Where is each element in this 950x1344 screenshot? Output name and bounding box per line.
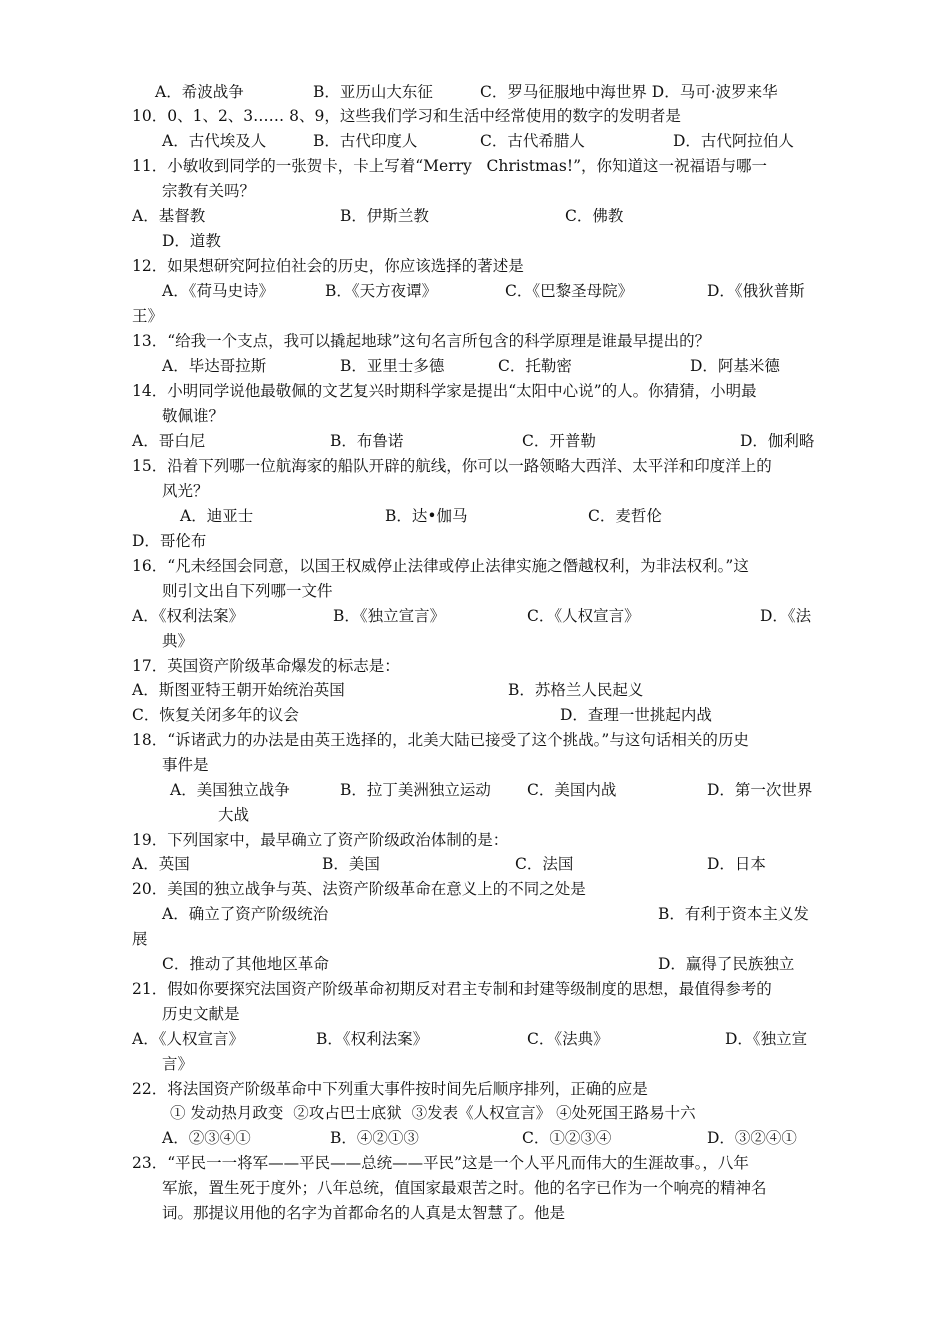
- text-line: A．《人权宣言》: [132, 1030, 244, 1048]
- option-text: B．④②①③: [330, 1129, 419, 1147]
- text-line: 11．小敏收到同学的一张贺卡，卡上写着“Merry Christmas!”，你知道这一祝福语与哪一: [132, 157, 767, 175]
- text-line: 大战: [218, 806, 250, 824]
- text-line: 12．如果想研究阿拉伯社会的历史，你应该选择的著述是: [132, 257, 524, 275]
- text-line: 18．“诉诸武力的办法是由英王选择的，北美大陆已接受了这个挑战。”与这句话相关的历史: [132, 731, 749, 749]
- text-line: 21．假如你要探究法国资产阶级革命初期反对君主专制和封建等级制度的思想，最值得参考的: [132, 980, 772, 998]
- option-text: D．赢得了民族独立: [658, 955, 795, 973]
- text-line: 军旅，置生死于度外；八年总统，值国家最艰苦之时。他的名字已作为一个响亮的精神名: [162, 1179, 767, 1197]
- text-line: C．恢复关闭多年的议会: [132, 706, 299, 724]
- option-text: D．③②④①: [707, 1129, 797, 1147]
- option-text: C．①②③④: [522, 1129, 612, 1147]
- text-line: 历史文献是: [162, 1005, 240, 1023]
- text-line: 典》: [162, 632, 194, 650]
- option-text: C．《法典》: [527, 1030, 609, 1048]
- option-text: B．亚历山大东征: [313, 83, 433, 101]
- option-text: D．《独立宣: [725, 1030, 808, 1048]
- text-line: A．确立了资产阶级统治: [162, 905, 329, 923]
- option-text: B．拉丁美洲独立运动: [340, 781, 491, 799]
- option-text: D．《俄狄普斯: [707, 282, 805, 300]
- text-line: 13．“给我一个支点，我可以撬起地球”这句名言所包含的科学原理是谁最早提出的？: [132, 332, 711, 350]
- option-text: B．伊斯兰教: [340, 207, 429, 225]
- text-line: A．英国: [132, 855, 190, 873]
- text-line: 19．下列国家中，最早确立了资产阶级政治体制的是：: [132, 831, 509, 849]
- text-line: A．基督教: [132, 207, 206, 225]
- text-line: 风光？: [162, 482, 209, 500]
- text-line: 则引文出自下列哪一文件: [162, 582, 333, 600]
- text-line: A．斯图亚特王朝开始统治英国: [132, 681, 345, 699]
- text-line: A．《荷马史诗》: [162, 282, 274, 300]
- option-text: B．达•伽马: [385, 507, 468, 525]
- option-text: B．苏格兰人民起义: [508, 681, 644, 699]
- text-line: 词。那提议用他的名字为首都命名的人真是太智慧了。他是: [162, 1204, 566, 1222]
- option-text: C．古代希腊人: [480, 132, 585, 150]
- text-line: A．《权利法案》: [132, 607, 244, 625]
- option-text: C．麦哲伦: [588, 507, 662, 525]
- option-text: B．美国: [322, 855, 380, 873]
- option-text: B．《天方夜谭》: [325, 282, 438, 300]
- text-line: D．道教: [162, 232, 221, 250]
- text-line: 敬佩谁？: [162, 407, 225, 425]
- option-text: C．托勒密: [498, 357, 572, 375]
- text-line: 展: [132, 930, 148, 948]
- option-text: B．亚里士多德: [340, 357, 445, 375]
- text-line: A．②③④①: [162, 1129, 251, 1147]
- option-text: D．阿基米德: [690, 357, 780, 375]
- text-line: ① 发动热月政变 ②攻占巴士底狱 ③发表《人权宣言》 ④处死国王路易十六: [170, 1104, 696, 1122]
- option-text: B．《权利法案》: [316, 1030, 429, 1048]
- text-line: 王》: [132, 307, 164, 325]
- text-line: A．哥白尼: [132, 432, 206, 450]
- text-line: A．迪亚士: [180, 507, 254, 525]
- text-line: 16．“凡未经国会同意，以国王权威停止法律或停止法律实施之僭越权利，为非法权利。”这: [132, 557, 749, 575]
- option-text: C．《巴黎圣母院》: [505, 282, 634, 300]
- option-text: D．日本: [707, 855, 766, 873]
- text-line: A．希波战争: [155, 83, 244, 101]
- option-text: D．《法: [760, 607, 812, 625]
- text-line: 14．小明同学说他最敬佩的文艺复兴时期科学家是提出“太阳中心说”的人。你猜猜，小明最: [132, 382, 757, 400]
- option-text: C．法国: [515, 855, 574, 873]
- option-text: C．美国内战: [527, 781, 617, 799]
- text-line: 言》: [162, 1055, 194, 1073]
- option-text: C．罗马征服地中海世界 D．马可·波罗来华: [480, 83, 778, 101]
- option-text: D．查理一世挑起内战: [560, 706, 712, 724]
- option-text: C．《人权宣言》: [527, 607, 640, 625]
- option-text: B．古代印度人: [313, 132, 418, 150]
- option-text: D．古代阿拉伯人: [673, 132, 794, 150]
- option-text: B．《独立宣言》: [333, 607, 446, 625]
- option-text: C．佛教: [565, 207, 624, 225]
- option-text: B．布鲁诺: [330, 432, 404, 450]
- text-line: C．推动了其他地区革命: [162, 955, 329, 973]
- text-line: 10．0、1、2、3…… 8、9，这些我们学习和生活中经常使用的数字的发明者是: [132, 107, 681, 125]
- text-line: 宗教有关吗？: [162, 182, 256, 200]
- text-line: A．美国独立战争: [170, 781, 290, 799]
- text-line: D．哥伦布: [132, 532, 207, 550]
- option-text: C．开普勒: [522, 432, 596, 450]
- option-text: B．有利于资本主义发: [658, 905, 809, 923]
- option-text: D．伽利略: [740, 432, 815, 450]
- text-line: A．古代埃及人: [162, 132, 267, 150]
- text-line: 事件是: [162, 756, 209, 774]
- text-line: 20．美国的独立战争与英、法资产阶级革命在意义上的不同之处是: [132, 880, 586, 898]
- option-text: D．第一次世界: [707, 781, 813, 799]
- text-line: 17．英国资产阶级革命爆发的标志是：: [132, 657, 400, 675]
- text-line: 23．“平民一一将军——平民——总统——平民”这是一个人平凡而伟大的生涯故事。，八年: [132, 1154, 749, 1172]
- text-line: 15．沿着下列哪一位航海家的船队开辟的航线，你可以一路领略大西洋、太平洋和印度洋上的: [132, 457, 772, 475]
- text-line: 22．将法国资产阶级革命中下列重大事件按时间先后顺序排列，正确的应是: [132, 1080, 648, 1098]
- text-line: A．毕达哥拉斯: [162, 357, 267, 375]
